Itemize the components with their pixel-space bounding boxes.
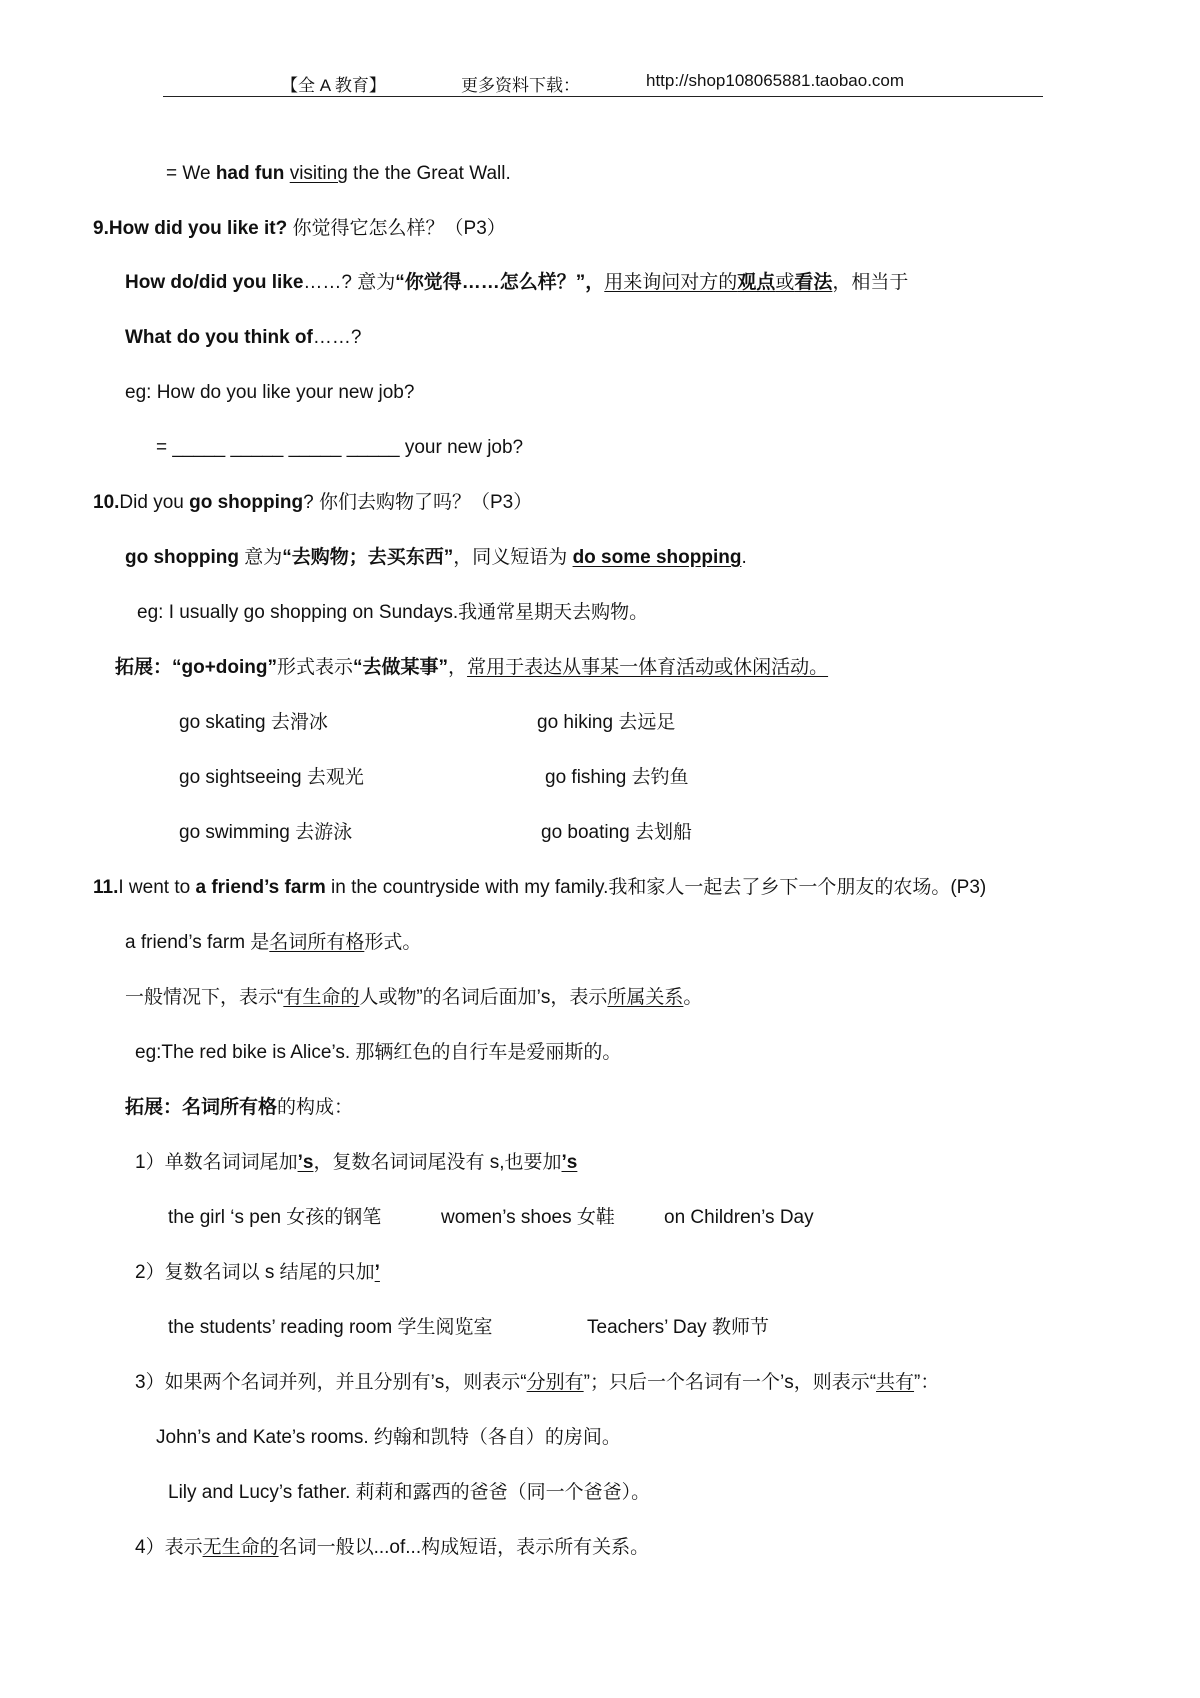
example-line: the girl ‘s pen 女孩的钢笔: [168, 1207, 382, 1228]
rule-item-1: 1）单数名词词尾加’s，复数名词词尾没有 s,也要加’s: [135, 1152, 578, 1173]
example-line: the students’ reading room 学生阅览室: [168, 1317, 493, 1338]
example-line: John’s and Kate’s rooms. 约翰和凯特（各自）的房间。: [156, 1427, 621, 1448]
phrase-item: go sightseeing 去观光: [179, 767, 364, 788]
example-line: women’s shoes 女鞋: [441, 1207, 615, 1228]
example-line: eg:The red bike is Alice’s. 那辆红色的自行车是爱丽斯的。: [135, 1042, 622, 1063]
section-heading-10: 10.Did you go shopping? 你们去购物了吗？（P3）: [93, 492, 533, 513]
phrase-item: go hiking 去远足: [537, 712, 676, 733]
text-line: How do/did you like……? 意为“你觉得……怎么样？”，用来询问对方的观点或看法，相当于: [125, 272, 909, 293]
example-line: Teachers’ Day 教师节: [587, 1317, 769, 1338]
rule-item-2: 2）复数名词以 s 结尾的只加’: [135, 1262, 380, 1283]
header-download-label: 更多资料下载：: [461, 76, 580, 95]
phrase-item: go skating 去滑冰: [179, 712, 328, 733]
example-line: on Children’s Day: [664, 1207, 814, 1228]
rule-item-3: 3）如果两个名词并列，并且分别有’s，则表示“分别有”；只后一个名词有一个’s，则表示“共有”：: [135, 1372, 940, 1393]
header-brand: 【全 A 教育】: [281, 76, 386, 95]
example-line: eg: I usually go shopping on Sundays.我通常星期天去购物。: [137, 602, 649, 623]
section-heading-11: 11.I went to a friend’s farm in the countryside with my family.我和家人一起去了乡下一个朋友的农场。(P3): [93, 877, 987, 898]
text-line: 一般情况下，表示“有生命的人或物”的名词后面加’s，表示所属关系。: [125, 987, 703, 1008]
header-url[interactable]: http://shop108065881.taobao.com: [646, 71, 905, 90]
page-header: [163, 68, 1043, 97]
rule-item-4: 4）表示无生命的名词一般以...of...构成短语，表示所有关系。: [135, 1537, 650, 1558]
text-line: 拓展：名词所有格的构成：: [125, 1097, 354, 1118]
text-line: a friend’s farm 是名词所有格形式。: [125, 932, 422, 953]
text-line: 拓展：“go+doing”形式表示“去做某事”，常用于表达从事某一体育活动或休闲活动。: [115, 657, 829, 678]
section-heading-9: 9.How did you like it? 你觉得它怎么样？（P3）: [93, 218, 506, 239]
text-line: = We had fun visiting the the Great Wall.: [166, 163, 511, 184]
example-line: Lily and Lucy’s father. 莉莉和露西的爸爸（同一个爸爸）。: [168, 1482, 651, 1503]
phrase-item: go boating 去划船: [541, 822, 693, 843]
fill-in-blank-line: = _____ _____ _____ _____ your new job?: [156, 437, 524, 458]
phrase-item: go fishing 去钓鱼: [545, 767, 689, 788]
text-line: go shopping 意为“去购物；去买东西”，同义短语为 do some shopping.: [125, 547, 747, 568]
phrase-item: go swimming 去游泳: [179, 822, 353, 843]
text-line: What do you think of……?: [125, 327, 362, 348]
example-line: eg: How do you like your new job?: [125, 382, 415, 403]
